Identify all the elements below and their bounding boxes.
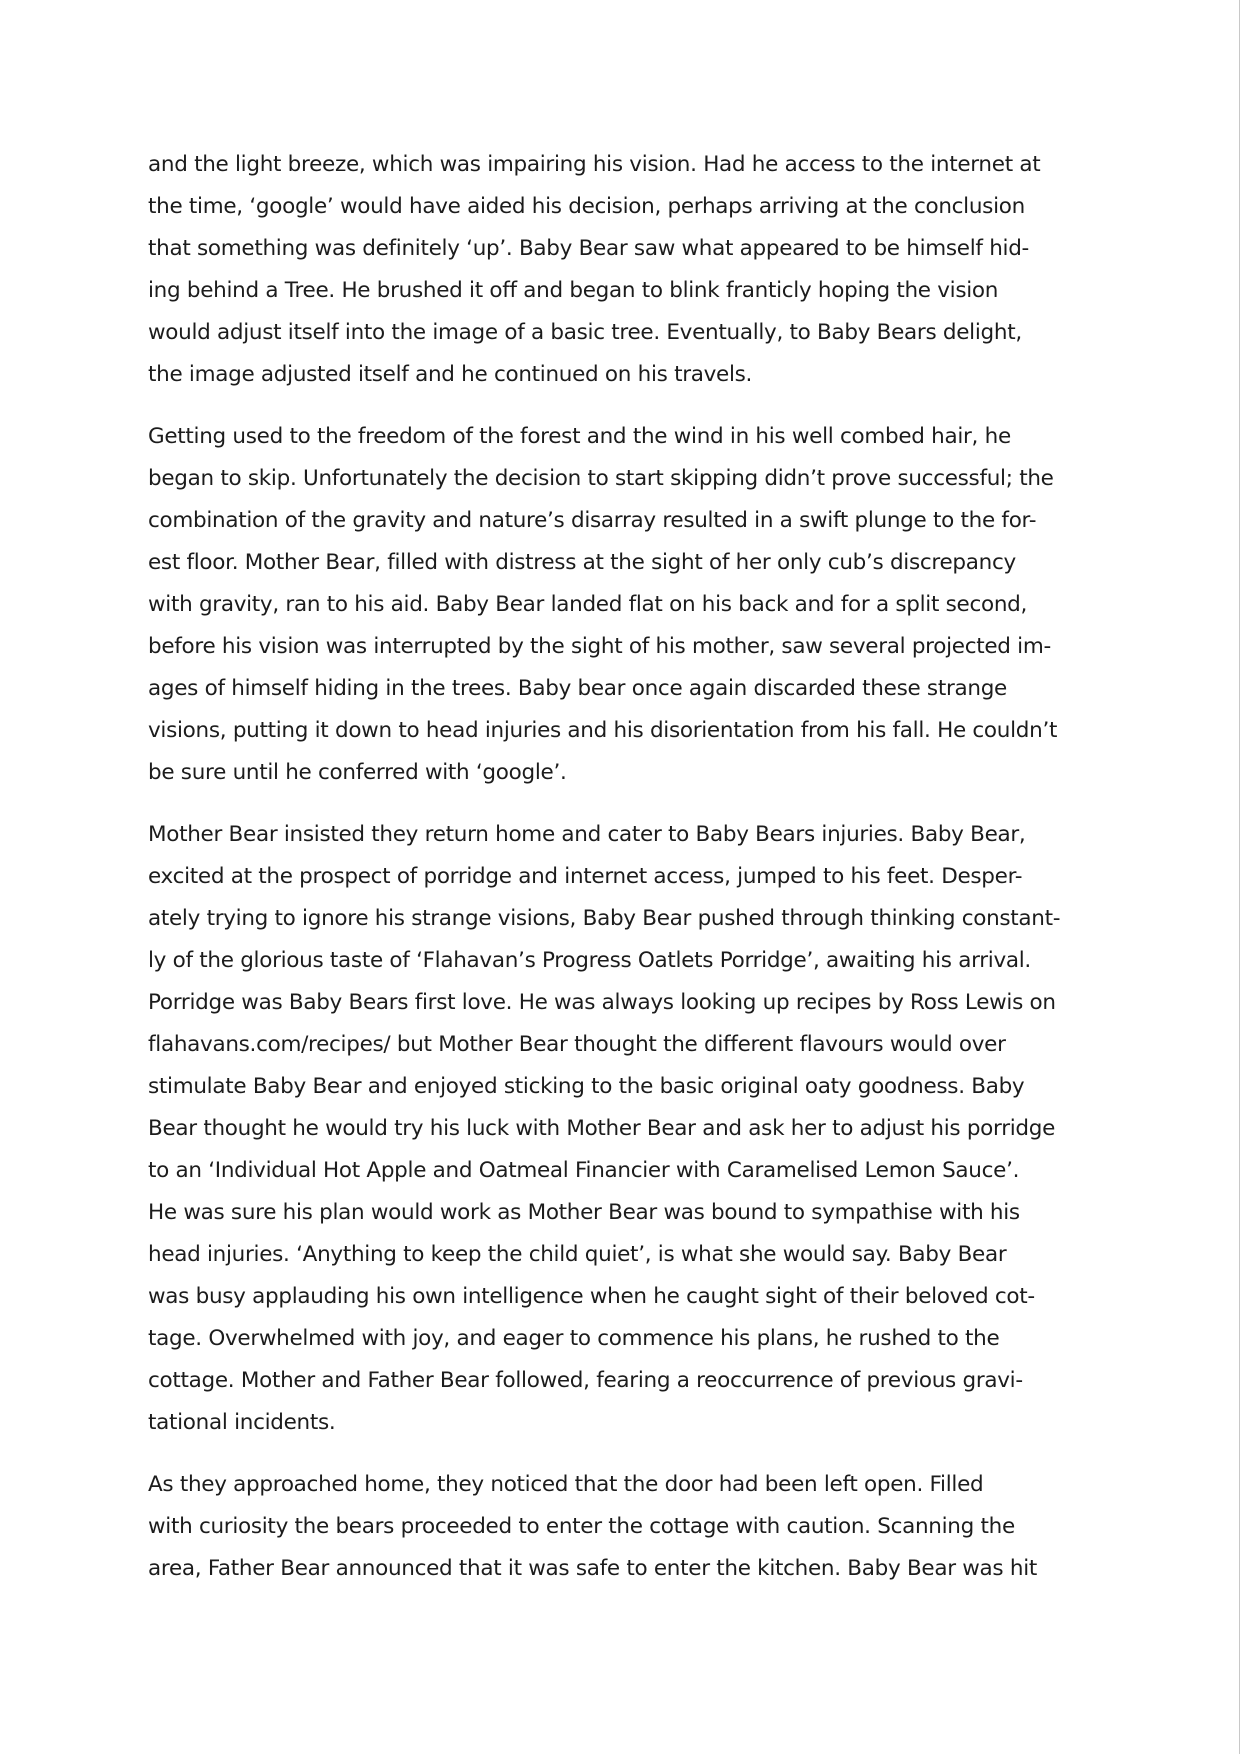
text-line: began to skip. Unfortunately the decision to start skipping didn’t prove successful; the (148, 466, 1054, 491)
text-line: was busy applauding his own intelligence when he caught sight of their beloved cot- (148, 1284, 1035, 1309)
paragraph-2 (148, 416, 1098, 794)
text-line: cottage. Mother and Father Bear followed, fearing a reoccurrence of previous gravi- (148, 1368, 1023, 1393)
text-line: ately trying to ignore his strange visions, Baby Bear pushed through thinking constant- (148, 906, 1061, 931)
text-line: est floor. Mother Bear, filled with distress at the sight of her only cub’s discrepancy (148, 550, 1016, 575)
text-line: the time, ‘google’ would have aided his decision, perhaps arriving at the conclusion (148, 194, 1025, 219)
text-line: and the light breeze, which was impairing his vision. Had he access to the internet at (148, 152, 1041, 177)
text-line: tational incidents. (148, 1410, 336, 1435)
paragraph-3 (148, 814, 1098, 1444)
text-line: ing behind a Tree. He brushed it off and began to blink franticly hoping the vision (148, 278, 999, 303)
text-line: be sure until he conferred with ‘google’. (148, 760, 567, 785)
text-line: area, Father Bear announced that it was safe to enter the kitchen. Baby Bear was hit (148, 1556, 1037, 1581)
text-line: would adjust itself into the image of a basic tree. Eventually, to Baby Bears delight, (148, 320, 1022, 345)
text-line: As they approached home, they noticed that the door had been left open. Filled (148, 1472, 984, 1497)
text-line: ages of himself hiding in the trees. Baby bear once again discarded these strange (148, 676, 1007, 701)
document-body (148, 144, 1098, 1610)
text-line: combination of the gravity and nature’s disarray resulted in a swift plunge to the for- (148, 508, 1037, 533)
text-line: with gravity, ran to his aid. Baby Bear landed flat on his back and for a split second, (148, 592, 1028, 617)
text-line: before his vision was interrupted by the sight of his mother, saw several projected im- (148, 634, 1051, 659)
text-line: ly of the glorious taste of ‘Flahavan’s Progress Oatlets Porridge’, awaiting his arrival. (148, 948, 1031, 973)
text-line: with curiosity the bears proceeded to enter the cottage with caution. Scanning the (148, 1514, 1015, 1539)
text-line: the image adjusted itself and he continued on his travels. (148, 362, 753, 387)
text-line: He was sure his plan would work as Mother Bear was bound to sympathise with his (148, 1200, 1020, 1225)
text-line: to an ‘Individual Hot Apple and Oatmeal Financier with Caramelised Lemon Sauce’. (148, 1158, 1020, 1183)
text-line: Bear thought he would try his luck with Mother Bear and ask her to adjust his porridge (148, 1116, 1056, 1141)
text-line: flahavans.com/recipes/ but Mother Bear thought the different flavours would over (148, 1032, 1006, 1057)
paragraph-4 (148, 1464, 1098, 1590)
paragraph-1 (148, 144, 1098, 396)
text-line: visions, putting it down to head injuries and his disorientation from his fall. He couldn’t (148, 718, 1058, 743)
text-line: stimulate Baby Bear and enjoyed sticking to the basic original oaty goodness. Baby (148, 1074, 1025, 1099)
text-line: Mother Bear insisted they return home and cater to Baby Bears injuries. Baby Bear, (148, 822, 1026, 847)
text-line: Getting used to the freedom of the forest and the wind in his well combed hair, he (148, 424, 1011, 449)
text-line: head injuries. ‘Anything to keep the child quiet’, is what she would say. Baby Bear (148, 1242, 1007, 1267)
text-line: tage. Overwhelmed with joy, and eager to commence his plans, he rushed to the (148, 1326, 1000, 1351)
text-line: that something was definitely ‘up’. Baby Bear saw what appeared to be himself hid- (148, 236, 1030, 261)
text-line: excited at the prospect of porridge and internet access, jumped to his feet. Desper- (148, 864, 1023, 889)
text-line: Porridge was Baby Bears first love. He was always looking up recipes by Ross Lewis on (148, 990, 1056, 1015)
